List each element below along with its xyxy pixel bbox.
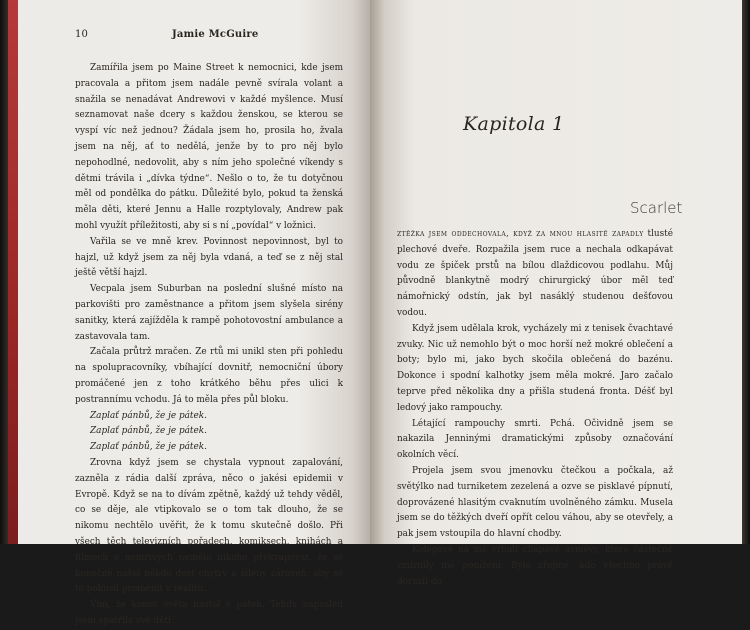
paragraph: Zrovna když jsem se chystala vypnout zapalování, zazněla z rádia další zpráva, něco o jakési epidemii v Evropě. Když se na to dívám zpětně, každý už tehdy věděl, co se děje, ale vtipkovalo se o tom tak dlouho, že se nikomu nechtělo uvěřit, že k tomu skutečně došlo. Při všech těch televizních pořadech, komiksech, knihách a filmech o nemrtvých nemělo nikoho překvapovat, že se konečně našel někdo dost chytrý a šílený zároveň, aby se to pokusil proměnit v realitu. [75,457,343,595]
opening-paragraph-rest: tlusté plechové dveře. Rozpažila jsem ruce a nechala odkapávat vodu ze špiček prstů na bílou dlaždicovou podlahu. Můj původně blankytně modrý chirurgický úbor měl teď námořnický odstín, jak byl nasáklý studenou dešťovou vodou. [397,229,673,318]
chapter-title: Kapitola 1 [463,113,565,135]
paragraph: Projela jsem svou jmenovku čtečkou a počkala, až světýlko nad turniketem zezelená a ozve se pisklavé pípnutí, doprovázené hlasitým cvaknutím uvolněného zámku. Musela jsem se do těžkých dveří opřít celou váhou, aby se otevřely, a pak jsem vstoupila do hlavní chodby. [397,465,673,540]
page-number: 10 [75,29,89,40]
character-name: Scarlet [630,199,683,217]
red-cover-edge [8,0,18,544]
paragraph: Vím, že konec světa nastal v pátek. Tehdy naposled jsem spatřila své děti. [75,600,343,626]
running-head-author: Jamie McGuire [172,29,259,40]
right-book-edge [742,0,750,544]
paragraph: Vařila se ve mně krev. Povinnost nepovinnost, byl to hajzl, už když jsem za něj byla vdaná, a teď se z něj stal ještě větší hajzl. [75,236,343,279]
opening-paragraph [397,226,673,322]
prayer-line: Zaplať pánbů, že je pátek. [90,426,207,437]
small-caps-lead-in: ztěžka jsem oddechovala, když za mnou hlasitě zapadly [397,228,644,238]
paragraph: Létající rampouchy smrti. Pchá. Očividně jsem se nakazila Jenninými dramatickými způsoby označování okolních věcí. [397,418,673,461]
prayer-line: Zaplať pánbů, že je pátek. [90,442,207,453]
paragraph: Začala průtrž mračen. Ze rtů mi unikl sten při pohledu na spolupracovníky, vbíhající dovnitř, nemocniční úbory promáčené jen z toho krátkého běhu přes ulici k postrannímu vchodu. Já to měla přes půl bloku. [75,347,343,405]
paragraph: Když jsem udělala krok, vycházely mi z tenisek čvachtavé zvuky. Nic už nemohlo být o moc horší než mokré oblečení a boty; bylo mi, jako bych skočila oblečená do bazénu. Dokonce i spodní kalhotky jsem měla mokré. Jaro začalo teprve před několika dny a přišla studená fronta. Déšť byl ledový jako rampouchy. [397,323,673,413]
right-page-text [397,226,673,590]
prayer-line: Zaplať pánbů, že je pátek. [90,410,207,421]
paragraph: Vecpala jsem Suburban na poslední slušné místo na parkovišti pro zaměstnance a přitom jsem slyšela sirény sanitky, která zajížděla k rampě pohotovostní ambulance a zastavovala tam. [75,284,343,342]
left-page-text [75,61,343,630]
paragraph: Zamířila jsem po Maine Street k nemocnici, kde jsem pracovala a přitom jsem nadále pevně svírala volant a snažila se nenadávat Andrewovi v každé myšlence. Musí seznamovat naše dcery s každou ženskou, se kterou se vyspí víc než jednou? Žádala jsem ho, prosila ho, žvala jsem na něj, ať to nedělá, jenže by to pro něj bylo nepohodlné, nedovolit, aby s ním jeho společné víkendy s dětmi trávila i „dívka týdne“. Nešlo o to, že tu dotyčnou měl od pondělka do pátku. Důležité bylo, pokud ta ženská měla děti, které Jennu a Halle rozptylovaly, Andrew pak mohl využít příležitosti, aby si s ní „povídal“ v ložnici. [75,63,343,231]
paragraph: Kolegové na mě vrhali chápavé úsměvy, které částečně zmírnily mé ponížení. Bylo zřejmé, kdo všechno právě dorazil do [397,544,673,587]
